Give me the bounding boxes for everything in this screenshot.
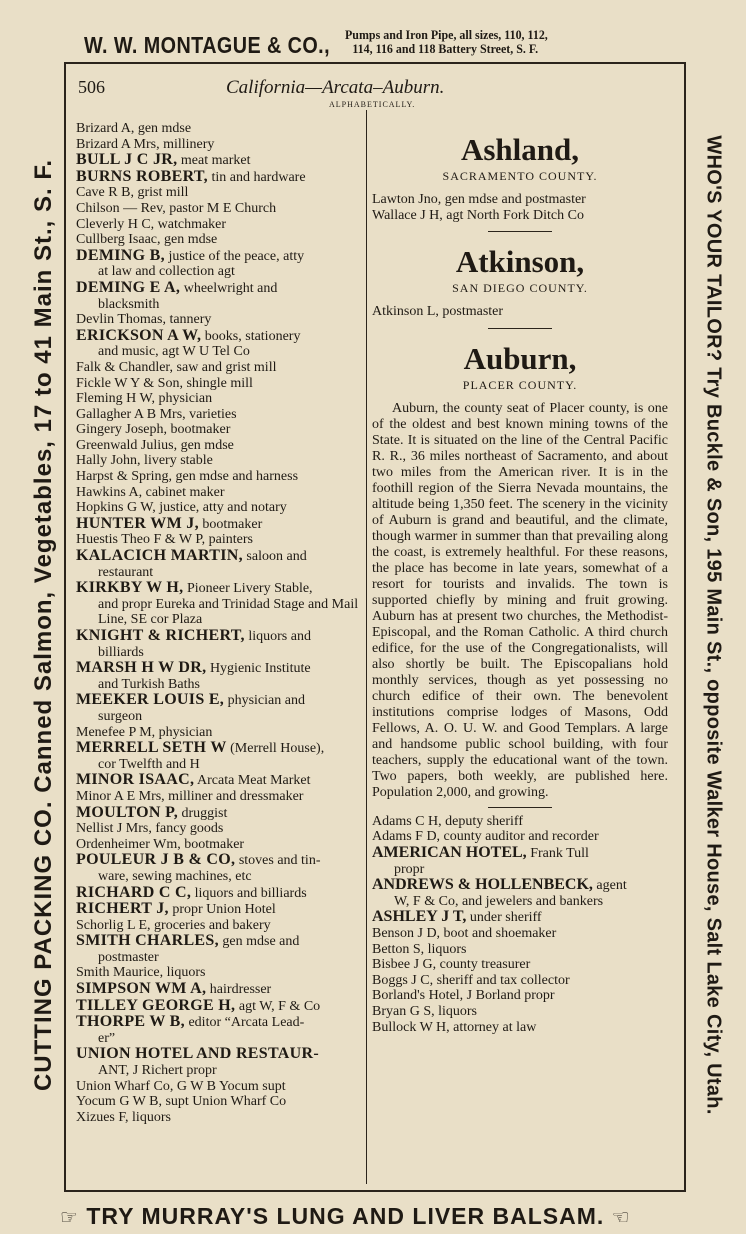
directory-entry xyxy=(76,821,366,837)
entry-detail: propr Union Hotel xyxy=(168,902,276,918)
directory-entry xyxy=(372,814,668,830)
directory-entry xyxy=(76,805,366,822)
directory-entry xyxy=(372,957,668,973)
entry-continuation: ANT, J Richert propr xyxy=(98,1063,217,1079)
directory-entry xyxy=(76,185,366,201)
directory-entry xyxy=(76,548,366,580)
directory-entry xyxy=(76,169,366,186)
directory-entry xyxy=(76,201,366,217)
entry-name: Cave R B, grist mill xyxy=(76,185,189,201)
entry-name: Betton S, liquors xyxy=(372,941,467,957)
directory-entry xyxy=(372,988,668,1004)
entry-detail: Hygienic Institute xyxy=(206,661,311,677)
entry-name: AMERICAN HOTEL, xyxy=(372,843,527,861)
directory-entry xyxy=(76,965,366,981)
entry-continuation: and propr Eureka and Trinidad Stage and Mail Line, SE cor Plaza xyxy=(98,596,359,628)
page-header xyxy=(76,75,676,109)
entry-continuation: and music, agt W U Tel Co xyxy=(98,344,250,360)
entry-name: MERRELL SETH W xyxy=(76,739,227,757)
arcata-directory-column xyxy=(76,121,366,1125)
entry-detail: liquors and billiards xyxy=(191,885,307,901)
entry-name: THORPE W B, xyxy=(76,1013,185,1031)
advertiser-goods xyxy=(345,28,548,56)
county-atkinson: SAN DIEGO COUNTY. xyxy=(452,281,588,296)
entry-detail: liquors and xyxy=(244,629,311,644)
directory-entry: Wallace J H, agt North Fork Ditch Co xyxy=(372,207,584,223)
entry-detail: wheelwright and xyxy=(180,280,278,296)
directory-entry xyxy=(76,137,366,153)
entry-name: Fleming H W, physician xyxy=(76,391,213,407)
entry-detail: bootmaker xyxy=(198,516,263,532)
county-ashland: SACRAMENTO COUNTY. xyxy=(442,169,598,183)
entry-name: TILLEY GEORGE H, xyxy=(76,996,236,1014)
left-margin-text: CUTTING PACKING CO. Canned Salmon, Vegetables, 17 to 41 Main St., S. F. xyxy=(30,158,57,1092)
directory-entry xyxy=(76,933,366,965)
section-rule xyxy=(488,807,552,808)
right-margin-advertisement xyxy=(688,70,738,1180)
entry-detail: physician and xyxy=(224,693,305,709)
directory-entry xyxy=(76,981,366,998)
directory-entry xyxy=(372,942,668,958)
top-advertisement xyxy=(0,22,746,66)
entry-name: Ordenheimer Wm, bootmaker xyxy=(76,836,245,852)
directory-entry xyxy=(76,852,366,884)
directory-entry xyxy=(372,973,668,989)
directory-entry xyxy=(372,877,668,909)
directory-entry xyxy=(76,628,366,660)
entry-name: RICHERT J, xyxy=(76,900,169,918)
directory-entry xyxy=(76,1046,366,1078)
right-directory-column xyxy=(372,128,668,1035)
directory-entry xyxy=(76,152,366,169)
entry-name: MINOR ISAAC, xyxy=(76,771,195,789)
entry-detail: Arcata Meat Market xyxy=(194,773,311,789)
entry-continuation: er” xyxy=(98,1030,116,1046)
section-rule xyxy=(488,328,552,329)
entry-name: Boggs J C, sheriff and tax collector xyxy=(372,972,570,988)
entry-name: Adams C H, deputy sheriff xyxy=(372,813,523,829)
directory-entry xyxy=(76,485,366,501)
entry-name: HUNTER WM J, xyxy=(76,514,199,532)
entry-detail: justice of the peace, atty xyxy=(164,248,305,264)
entry-name: RICHARD C C, xyxy=(76,883,192,901)
entry-continuation: ware, sewing machines, etc xyxy=(98,868,252,884)
advertiser-goods-line-1: Pumps and Iron Pipe, all sizes, 110, 112, xyxy=(345,27,548,42)
entry-name: Union Wharf Co, G W B Yocum supt xyxy=(76,1078,286,1094)
entry-detail: hairdresser xyxy=(206,982,272,998)
directory-entry xyxy=(372,926,668,942)
directory-entry xyxy=(76,725,366,741)
directory-entry xyxy=(76,740,366,772)
directory-entry xyxy=(76,1079,366,1095)
entry-continuation: and Turkish Baths xyxy=(98,676,200,692)
directory-entry xyxy=(76,901,366,918)
entry-detail: agent xyxy=(592,878,627,894)
entry-detail: Frank Tull xyxy=(526,845,589,861)
county-auburn: PLACER COUNTY. xyxy=(462,377,578,392)
directory-entry xyxy=(76,248,366,280)
entry-name: Benson J D, boot and shoemaker xyxy=(372,925,557,941)
entry-detail: gen mdse and xyxy=(218,934,300,950)
entry-name: Fickle W Y & Son, shingle mill xyxy=(76,375,253,391)
entry-name: KALACICH MARTIN, xyxy=(76,547,243,565)
directory-entry xyxy=(76,217,366,233)
page-number: 506 xyxy=(78,77,105,97)
entry-name: Nellist J Mrs, fancy goods xyxy=(76,821,224,837)
entry-detail: saloon and xyxy=(242,549,307,565)
entry-name: Falk & Chandler, saw and grist mill xyxy=(76,359,277,375)
directory-entry: Atkinson L, postmaster xyxy=(372,304,504,320)
entry-name: Bisbee J G, county treasurer xyxy=(372,957,531,973)
entry-detail: editor “Arcata Lead- xyxy=(184,1015,305,1031)
entry-name: Minor A E Mrs, milliner and dressmaker xyxy=(76,788,304,804)
directory-entry: Lawton Jno, gen mdse and postmaster xyxy=(372,192,586,207)
entry-detail: books, stationery xyxy=(201,328,301,344)
entry-detail: (Merrell House), xyxy=(226,741,325,757)
directory-entry xyxy=(76,391,366,407)
column-divider xyxy=(366,110,367,1184)
auburn-directory-list xyxy=(372,814,668,1035)
directory-entry xyxy=(76,407,366,423)
directory-entry xyxy=(372,829,668,845)
entry-name: Borland's Hotel, J Borland propr xyxy=(372,988,555,1004)
directory-entry xyxy=(76,500,366,516)
advertiser-name: W. W. MONTAGUE & CO., xyxy=(84,32,331,58)
directory-entry xyxy=(76,121,366,137)
entry-name: Harpst & Spring, gen mdse and harness xyxy=(76,469,299,485)
section-rule xyxy=(488,231,552,232)
entry-name: Hally John, livery stable xyxy=(76,453,213,469)
advertiser-goods-line-2: 114, 116 and 118 Battery Street, S. F. xyxy=(352,41,539,56)
entry-detail: tin and hardware xyxy=(207,169,306,185)
directory-entry xyxy=(76,1014,366,1046)
entry-continuation: billiards xyxy=(98,644,144,660)
entry-continuation: surgeon xyxy=(98,708,143,724)
town-heading-atkinson: Atkinson, xyxy=(455,244,585,280)
entry-name: KIRKBY W H, xyxy=(76,579,184,597)
directory-entry xyxy=(76,469,366,485)
entry-name: Brizard A, gen mdse xyxy=(76,121,192,136)
bottom-advertisement-text: TRY MURRAY'S LUNG AND LIVER BALSAM. xyxy=(86,1203,605,1229)
directory-entry xyxy=(372,909,668,926)
directory-entry xyxy=(76,789,366,805)
town-heading-ashland: Ashland, xyxy=(460,132,580,167)
pointing-hand-right-icon: ☜ xyxy=(611,1207,631,1229)
directory-entry xyxy=(76,376,366,392)
directory-entry xyxy=(76,772,366,789)
entry-name: Chilson — Rev, pastor M E Church xyxy=(76,200,277,216)
entry-name: Bullock W H, attorney at law xyxy=(372,1019,537,1035)
entry-continuation: W, F & Co, and jewelers and bankers xyxy=(394,893,604,909)
entry-detail: Pioneer Livery Stable, xyxy=(183,581,313,597)
entry-name: Schorlig L E, groceries and bakery xyxy=(76,917,271,933)
entry-name: SMITH CHARLES, xyxy=(76,932,219,950)
entry-continuation: blacksmith xyxy=(98,296,160,312)
directory-entry xyxy=(76,312,366,328)
entry-name: Devlin Thomas, tannery xyxy=(76,312,212,328)
entry-name: ANDREWS & HOLLENBECK, xyxy=(372,876,593,894)
directory-entry xyxy=(372,1004,668,1020)
directory-entry xyxy=(76,360,366,376)
directory-entry xyxy=(372,845,668,877)
entry-name: SIMPSON WM A, xyxy=(76,980,207,998)
pointing-hand-left-icon: ☞ xyxy=(60,1207,79,1229)
entry-detail: druggist xyxy=(178,805,228,821)
entry-name: Gingery Joseph, bootmaker xyxy=(76,422,231,438)
directory-entry xyxy=(76,837,366,853)
entry-name: BULL J C JR, xyxy=(76,151,178,169)
directory-entry xyxy=(76,885,366,902)
entry-name: ERICKSON A W, xyxy=(76,326,202,344)
entry-name: Hawkins A, cabinet maker xyxy=(76,484,225,500)
directory-entry xyxy=(76,232,366,248)
entry-name: Yocum G W B, supt Union Wharf Co xyxy=(76,1094,287,1110)
entry-name: Greenwald Julius, gen mdse xyxy=(76,437,234,453)
directory-entry xyxy=(76,280,366,312)
entry-detail: meat market xyxy=(177,153,251,169)
entry-name: ASHLEY J T, xyxy=(372,908,467,926)
entry-name: MEEKER LOUIS E, xyxy=(76,691,225,709)
entry-name: DEMING E A, xyxy=(76,278,181,296)
entry-name: Bryan G S, liquors xyxy=(372,1003,477,1019)
entry-continuation: at law and collection agt xyxy=(98,264,235,280)
entry-name: Cullberg Isaac, gen mdse xyxy=(76,232,218,248)
entry-name: MARSH H W DR, xyxy=(76,659,207,677)
directory-entry xyxy=(76,918,366,934)
directory-entry xyxy=(76,516,366,533)
directory-entry xyxy=(76,438,366,454)
entry-name: MOULTON P, xyxy=(76,803,178,821)
entry-name: KNIGHT & RICHERT, xyxy=(76,627,245,644)
entry-name: Gallagher A B Mrs, varieties xyxy=(76,406,237,422)
entry-name: POULEUR J B & CO, xyxy=(76,851,236,869)
entry-name: Xizues F, liquors xyxy=(76,1109,171,1125)
entry-name: Smith Maurice, liquors xyxy=(76,965,206,981)
town-heading-auburn: Auburn, xyxy=(463,340,577,376)
right-margin-text: WHO'S YOUR TAILOR? Try Buckle & Son, 195 Main St., opposite Walker House, Salt Lake City, Utah. xyxy=(702,135,725,1115)
entry-continuation: restaurant xyxy=(98,564,154,580)
directory-entry xyxy=(372,1020,668,1036)
entry-name: Menefee P M, physician xyxy=(76,724,213,740)
directory-entry xyxy=(76,453,366,469)
directory-entry xyxy=(76,532,366,548)
left-margin-advertisement xyxy=(26,70,62,1180)
entry-continuation: cor Twelfth and H xyxy=(98,756,200,772)
town-description-auburn: Auburn, the county seat of Placer county, is one of the oldest and best known mining towns of the State. It is situated on the line of the Central Pacific R. R., 36 miles northeast of Sacramento, and about two miles from the American river. It is in the foothill region of the Sierra Nevada mountains, the altitude being 1,350 feet. The scenery in the vicinity of Auburn is grand and beautiful, and the climate, though warmer in summer than that prevailing along the coast, is extremely healthful. For these reasons, the place has become in late years, somewhat of a resort for tourists and invalids. The town is supported chiefly by mining and fruit growing. Auburn has at present two churches, the Methodist-Episcopal, and the Roman Catholic. A third church edifice, for the use of the Congregationalists, will also shortly be built. The Episcopalians hold monthly services, though as yet possessing no church edifice of their own. The benevolent institutions comprise lodges of Masons, Odd Fellows, A. O. U. W. and Good Templars. A large and handsome public school building, with four teachers, supply the educational want of the town. Two papers, both weekly, are published here. Population 2,000, and growing. xyxy=(372,400,668,800)
directory-entry xyxy=(76,1110,366,1126)
entry-name: UNION HOTEL AND RESTAUR- xyxy=(76,1045,319,1063)
entry-name: Hopkins G W, justice, atty and notary xyxy=(76,500,287,516)
entry-detail: under sheriff xyxy=(466,910,542,926)
directory-entry xyxy=(76,422,366,438)
directory-entry xyxy=(76,998,366,1015)
directory-entry xyxy=(76,328,366,360)
directory-entry xyxy=(76,692,366,724)
bottom-advertisement xyxy=(60,1203,690,1231)
directory-entry xyxy=(76,580,366,628)
entry-detail: agt W, F & Co xyxy=(235,998,321,1014)
entry-name: Cleverly H C, watchmaker xyxy=(76,216,227,232)
directory-entry xyxy=(76,660,366,692)
entry-continuation: postmaster xyxy=(98,949,159,965)
entry-detail: stoves and tin- xyxy=(235,853,321,869)
entry-name: Adams F D, county auditor and recorder xyxy=(372,829,599,845)
entry-name: BURNS ROBERT, xyxy=(76,167,208,185)
page-title: California—Arcata–Auburn. xyxy=(226,77,445,98)
entry-name: Huestis Theo F & W P, painters xyxy=(76,532,253,548)
entry-continuation: propr xyxy=(394,861,425,877)
entry-name: Brizard A Mrs, millinery xyxy=(76,136,215,152)
page-subtitle: ALPHABETICALLY. xyxy=(329,100,416,109)
directory-entry xyxy=(76,1094,366,1110)
entry-name: DEMING B, xyxy=(76,246,165,264)
